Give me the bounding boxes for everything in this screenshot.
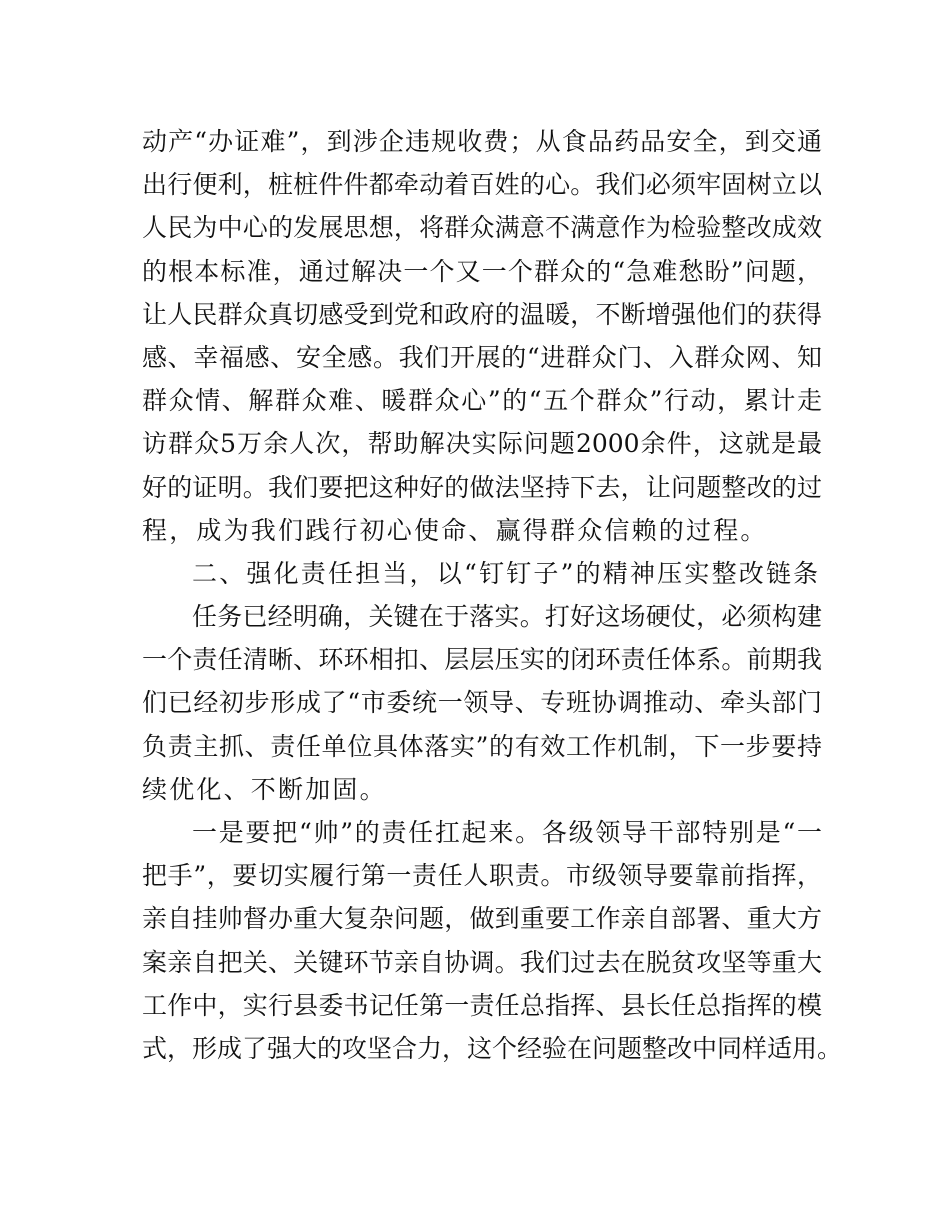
body-line: 案亲自把关、关键环节亲自协调。我们过去在脱贫攻坚等重大 <box>142 947 822 977</box>
body-line: 访群众5万余人次，帮助解决实际问题2000余件，这就是最 <box>142 429 822 459</box>
body-line: 群众情、解群众难、暖群众心”的“五个群众”行动，累计走 <box>142 386 822 416</box>
body-line: 出行便利，桩桩件件都牵动着百姓的心。我们必须牢固树立以 <box>142 170 822 200</box>
body-line: 人民为中心的发展思想，将群众满意不满意作为检验整改成效 <box>142 213 822 243</box>
body-line: 工作中，实行县委书记任第一责任总指挥、县长任总指挥的模 <box>142 990 822 1020</box>
body-line: 程，成为我们践行初心使命、赢得群众信赖的过程。 <box>142 515 768 545</box>
body-line: 们已经初步形成了“市委统一领导、专班协调推动、牵头部门 <box>142 688 822 718</box>
body-line: 动产“办证难”，到涉企违规收费；从食品药品安全，到交通 <box>142 127 822 156</box>
body-line: 一是要把“帅”的责任扛起来。各级领导干部特别是“一 <box>192 818 822 847</box>
body-line: 让人民群众真切感受到党和政府的温暖，不断增强他们的获得 <box>142 299 822 329</box>
body-line: 续优化、不断加固。 <box>142 774 387 804</box>
body-line: 任务已经明确，关键在于落实。打好这场硬仗，必须构建 <box>192 602 822 632</box>
section-heading: 二、强化责任担当，以“钉钉子”的精神压实整改链条 <box>192 558 821 588</box>
body-line: 负责主抓、责任单位具体落实”的有效工作机制，下一步要持 <box>142 731 822 761</box>
body-line: 的根本标准，通过解决一个又一个群众的“急难愁盼”问题， <box>142 256 822 286</box>
body-line: 亲自挂帅督办重大复杂问题，做到重要工作亲自部署、重大方 <box>142 904 822 934</box>
body-line: 感、幸福感、安全感。我们开展的“进群众门、入群众网、知 <box>142 342 822 372</box>
document-body <box>142 120 843 1070</box>
body-line: 一个责任清晰、环环相扣、层层压实的闭环责任体系。前期我 <box>142 645 822 675</box>
body-line: 式，形成了强大的攻坚合力，这个经验在问题整改中同样适用。 <box>142 1033 843 1063</box>
body-line: 好的证明。我们要把这种好的做法坚持下去，让问题整改的过 <box>142 472 822 502</box>
body-line: 把手”，要切实履行第一责任人职责。市级领导要靠前指挥， <box>142 861 822 891</box>
